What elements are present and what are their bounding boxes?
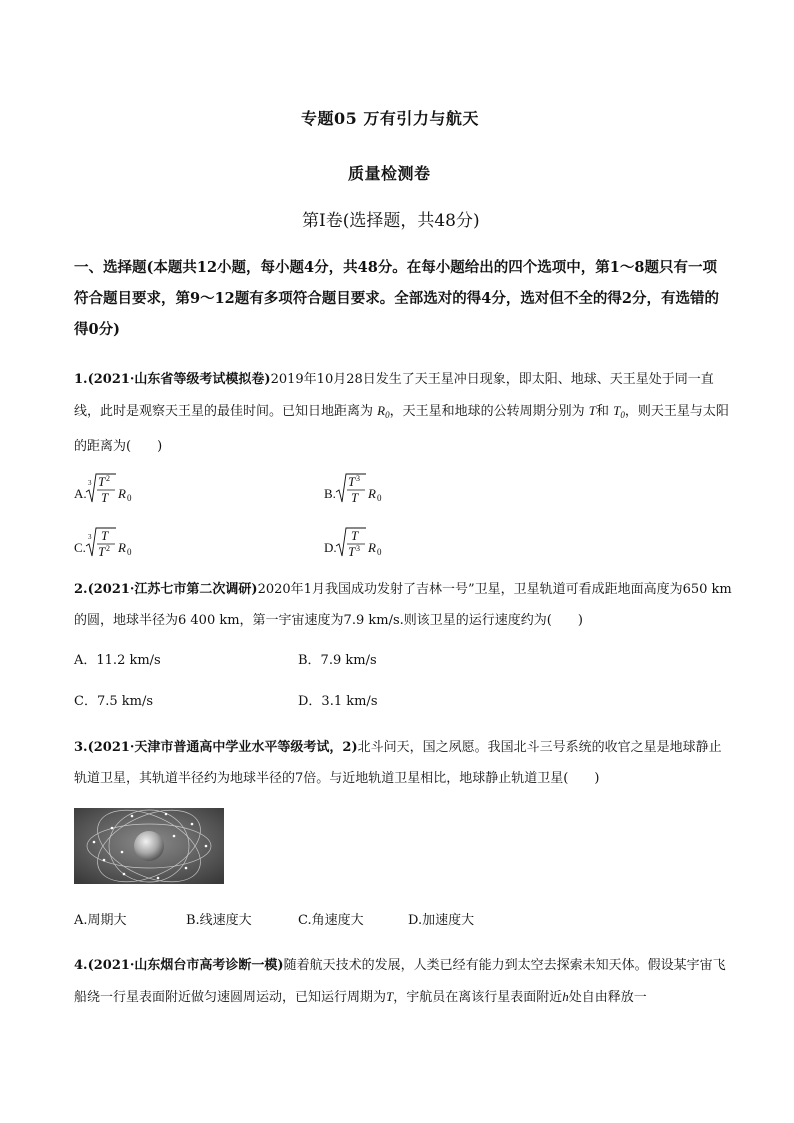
volume-heading: 第Ⅰ卷(选择题，共48分): [302, 211, 480, 231]
question-4-source: 4.(2021·山东烟台市高考诊断一模): [74, 958, 284, 973]
option-d-r0: R: [368, 540, 376, 555]
option-a-r0: R: [118, 486, 126, 501]
svg-text:3: 3: [356, 544, 360, 553]
question-2-source: 2.(2021·江苏七市第二次调研): [74, 582, 258, 597]
question-2-text: 2020年1月我国成功发射了吉林一号”卫星，卫星轨道可看成距地面高度为650 km的圆，地球半径为6 400 km，第一宇宙速度为7.9 km/s.则该卫星的运行速度约为( ): [74, 582, 732, 628]
question-1-text: 2019年10月28日发生了天王星冲日现象，即太阳、地球、天王星处于同一直线，此时是观察天王星的最佳时间。已知日地距离为: [74, 372, 714, 419]
section-instructions: 一、选择题(本题共12小题，每小题4分，共48分。在每小题给出的四个选项中，第1～8题只有一项符合题目要求，第9～12题有多项符合题目要求。全部选对的得4分，选对但不全的得2分，有选错的得0分): [74, 259, 719, 338]
option-b-r0: R: [368, 486, 376, 501]
svg-text:T: T: [348, 474, 356, 489]
question-2-option-c: C．7.5 km/s: [74, 694, 154, 709]
question-3-source: 3.(2021·天津市普通高中学业水平等级考试，2): [74, 740, 358, 755]
symbol-t0: $T_0$: [613, 403, 625, 420]
svg-text:T: T: [101, 490, 109, 505]
svg-text:T: T: [348, 544, 356, 559]
question-1-options: [70, 466, 670, 566]
svg-text:0: 0: [127, 493, 132, 503]
question-3-text: 北斗问天，国之夙愿。我国北斗三号系统的收官之星是地球静止轨道卫星，其轨道半径约为地球半径的7倍。与近地轨道卫星相比，地球静止轨道卫星( ): [74, 740, 722, 786]
question-2-option-b: B．7.9 km/s: [298, 653, 377, 668]
satellite-orbit-image: [74, 808, 224, 884]
question-1-source: 1.(2021·山东省等级考试模拟卷): [74, 372, 271, 387]
svg-text:3: 3: [88, 533, 92, 541]
svg-text:T: T: [98, 544, 106, 559]
option-c-r0: R: [118, 540, 126, 555]
question-2-option-a: A．11.2 km/s: [74, 653, 161, 668]
svg-text:0: 0: [377, 547, 382, 557]
question-3: [74, 732, 734, 794]
symbol-t: T: [588, 403, 596, 418]
svg-text:T: T: [351, 528, 359, 543]
svg-text:2: 2: [106, 544, 110, 553]
question-3-option-d: D.加速度大: [408, 913, 475, 928]
question-3-option-a: A.周期大: [74, 913, 127, 928]
question-4: 4.(2021·山东烟台市高考诊断一模)随着航天技术的发展，人类已经有能力到太空去探索未知天体。假设某宇宙飞船绕一行星表面附近做匀速圆周运动，已知运行周期为T，宇航员在离该行星表面附近h处自由释放一: [74, 958, 726, 1005]
question-4-text: 随着航天技术的发展，人类已经有能力到太空去探索未知天体。假设某宇宙飞船绕一行星表面附近做匀速圆周运动，已知运行周期为: [74, 958, 726, 1005]
svg-text:T: T: [351, 490, 359, 505]
svg-text:T: T: [98, 474, 106, 489]
svg-text:3: 3: [88, 479, 92, 487]
option-a-label: A.: [74, 486, 87, 501]
question-2: [74, 574, 734, 636]
option-d-label: D.: [324, 540, 337, 555]
question-2-option-d: D．3.1 km/s: [298, 694, 378, 709]
svg-text:0: 0: [377, 493, 382, 503]
question-3-option-b: B.线速度大: [186, 913, 252, 928]
svg-text:3: 3: [356, 474, 360, 483]
symbol-r0: $R_0$: [377, 403, 390, 420]
question-1: 1.(2021·山东省等级考试模拟卷)2019年10月28日发生了天王星冲日现象，即太阳、地球、天王星处于同一直线，此时是观察天王星的最佳时间。已知日地距离为 $R_0$，天王星和地球的公转周期分别为 T和 $T_0$，则天王星与太阳的距离为( ): [74, 372, 729, 454]
svg-text:0: 0: [127, 547, 132, 557]
symbol-h: h: [562, 989, 569, 1004]
symbol-t: T: [386, 989, 394, 1004]
option-b-label: B.: [324, 486, 336, 501]
svg-text:T: T: [101, 528, 109, 543]
question-3-option-c: C.角速度大: [298, 913, 364, 928]
option-c-label: C.: [74, 540, 86, 555]
svg-text:2: 2: [106, 474, 110, 483]
page-title: 专题05 万有引力与航天: [301, 109, 479, 128]
page-subtitle: 质量检测卷: [348, 164, 431, 183]
